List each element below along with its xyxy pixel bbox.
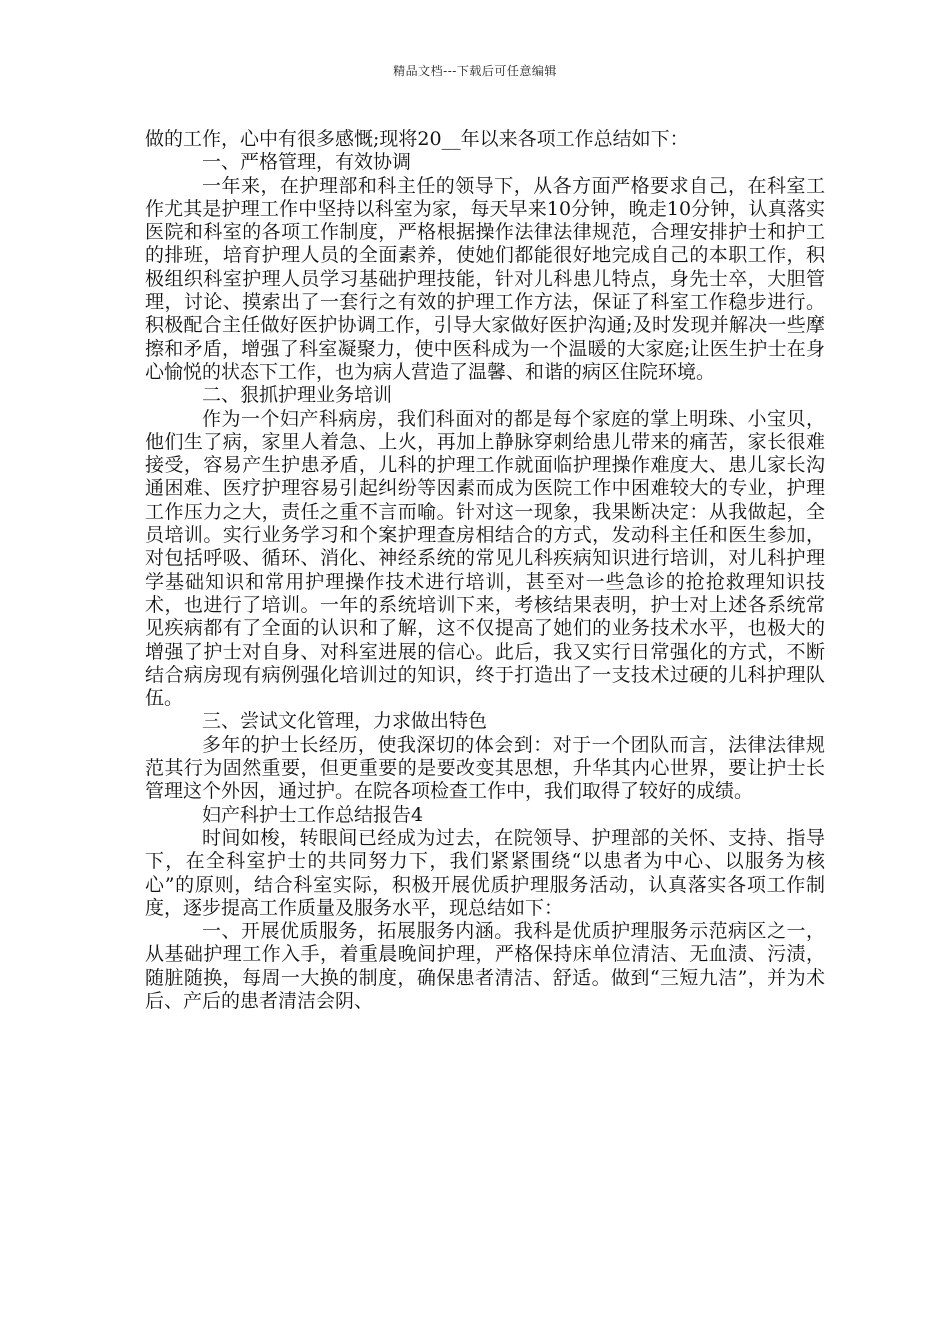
page-header: 精品文档---下载后可任意编辑 [393,64,557,78]
paragraph-intro: 做的工作，心中有很多感慨;现将20__年以来各项工作总结如下： [145,128,689,150]
paragraph-training: 作为一个妇产科病房，我们科面对的都是每个家庭的掌上明珠、小宝贝，他们生了病，家里人着急、上火，再加上静脉穿刺给患儿带来的痛苦，家长很难接受，容易产生护患矛盾，儿科的护理工作就面临护理操作难度大、患儿家长沟通困难、医疗护理容易引起纠纷等因素而成为医院工作中困难较大的专业，护理工作压力之大，责任之重不言而喻。针对这一现象，我果断决定：从我做起，全员培训。实行业务学习和个案护理查房相结合的方式，发动科主任和医生参加，对包括呼吸、循环、消化、神经系统的常见儿科疾病知识进行培训，对儿科护理学基础知识和常用护理操作技术进行培训，甚至对一些急诊的抢抢救理知识技术，也进行了培训。一年的系统培训下来，考核结果表明，护士对上述各系统常见疾病都有了全面的认识和了解，这不仅提高了她们的业务技术水平，也极大的增强了护士对自身、对科室进展的信心。此后，我又实行日常强化的方式，不断结合病房现有病例强化培训过的知识，终于打造出了一支技术过硬的儿科护理队伍。 [145,407,825,710]
paragraph-quality-service: 一、开展优质服务，拓展服务内涵。我科是优质护理服务示范病区之一，从基础护理工作入手，着重晨晚间护理，严格保持床单位清洁、无血渍、污渍，随脏随换，每周一大换的制度，确保患者清洁、舒适。做到“三短九洁”，并为术后、产后的患者清洁会阴、 [145,920,825,1012]
paragraph-management: 一年来，在护理部和科主任的领导下，从各方面严格要求自己，在科室工作尤其是护理工作中坚持以科室为家，每天早来10分钟，晚走10分钟，认真落实医院和科室的各项工作制度，严格根据操作法律法律规范，合理安排护士和护工的排班，培育护理人员的全面素养，使她们都能很好地完成自己的本职工作，积极组织科室护理人员学习基础护理技能，针对儿科患儿特点，身先士卒，大胆管理，讨论、摸索出了一套行之有效的护理工作方法，保证了科室工作稳步进行。积极配合主任做好医护协调工作，引导大家做好医护沟通;及时发现并解决一些摩擦和矛盾，增强了科室凝聚力，使中医科成为一个温暖的大家庭;让医生护士在身心愉悦的状态下工作，也为病人营造了温馨、和谐的病区住院环境。 [145,174,825,383]
section-heading-3: 三、尝试文化管理，力求做出特色 [202,710,488,733]
paragraph-report-intro: 时间如梭，转眼间已经成为过去，在院领导、护理部的关怀、支持、指导下，在全科室护士的共同努力下，我们紧紧围绕“以患者为中心、以服务为核心”的原则，结合科室实际，积极开展优质护理服务活动，认真落实各项工作制度，逐步提高工作质量及服务水平，现总结如下： [145,826,825,919]
document-body [145,128,825,1013]
section-heading-2: 二、狠抓护理业务培训 [202,384,393,407]
report-title-4: 妇产科护士工作总结报告4 [202,803,424,826]
paragraph-culture: 多年的护士长经历，使我深切的体会到：对于一个团队而言，法律法律规范其行为固然重要，但更重要的是要改变其思想，升华其内心世界，要让护士长管理这个外因，通过护。在院各项检查工作中，我们取得了较好的成绩。 [145,733,825,803]
section-heading-1: 一、严格管理，有效协调 [202,151,412,174]
